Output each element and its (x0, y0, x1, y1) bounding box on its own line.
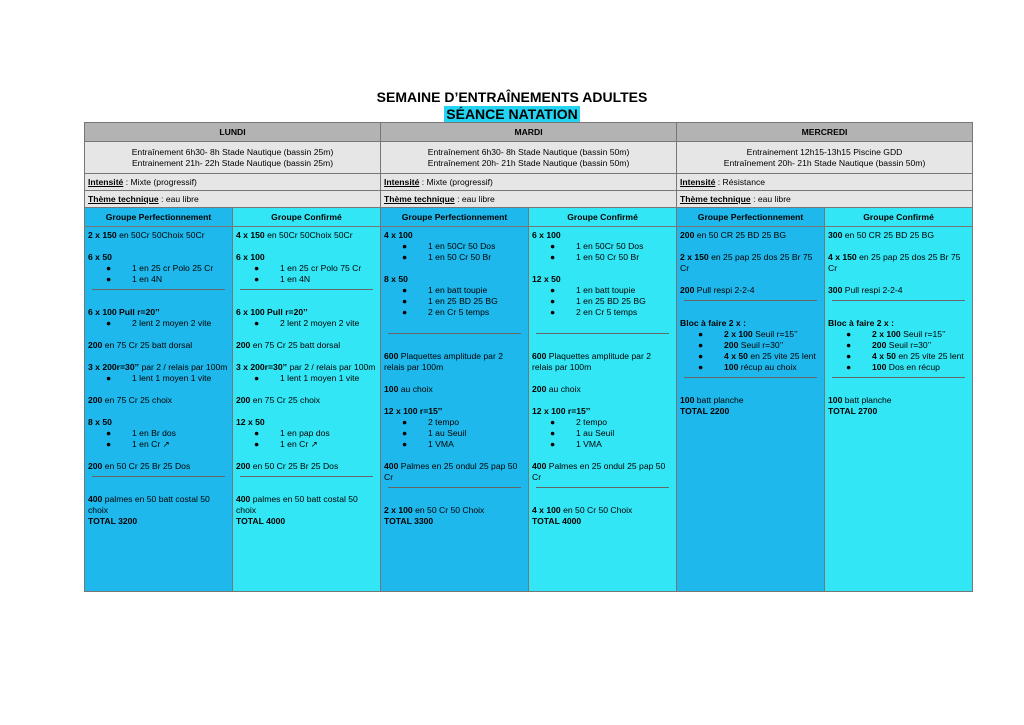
workout-mercredi-conf: 300 en 50 CR 25 BD 25 BG 4 x 150 en 25 pap 25 dos 25 Br 75 Cr 300 Pull respi 2-2-4 Bloc à faire 2 x : ● 2 x 100 Seuil r=15’’ ● 200 Seuil r=30’’ ● 4 x 50 en 25 vite 25 lent ● 100 Dos en récup 100 batt planche TOTAL 2700 (825, 227, 973, 592)
group-header-conf: Groupe Confirmé (233, 208, 381, 227)
group-header-perf: Groupe Perfectionnement (381, 208, 529, 227)
workout-mercredi-perf: 200 en 50 CR 25 BD 25 BG 2 x 150 en 25 pap 25 dos 25 Br 75 Cr 200 Pull respi 2-2-4 Bloc à faire 2 x : ● 2 x 100 Seuil r=15’’ ● 200 Seuil r=30’’ ● 4 x 50 en 25 vite 25 lent ● 100 récup au choix 100 batt planche TOTAL 2200 (677, 227, 825, 592)
day-header-mercredi: MERCREDI (677, 123, 973, 142)
training-table (84, 122, 973, 592)
total: TOTAL 2700 (828, 406, 878, 416)
intensity-mardi: Intensité : Mixte (progressif) (381, 174, 677, 191)
total: TOTAL 4000 (532, 516, 582, 526)
separator (536, 333, 669, 334)
separator (536, 487, 669, 488)
day-header-lundi: LUNDI (85, 123, 381, 142)
schedule-mercredi: Entrainement 12h15-13h15 Piscine GDD Entraînement 20h- 21h Stade Nautique (bassin 50m) (677, 142, 973, 174)
separator (832, 377, 965, 378)
page-subtitle: SÉANCE NATATION (446, 106, 578, 122)
theme-lundi: Thème technique : eau libre (85, 191, 381, 208)
day-header-mardi: MARDI (381, 123, 677, 142)
workout-mardi-perf: 4 x 100 ● 1 en 50Cr 50 Dos ● 1 en 50 Cr 50 Br 8 x 50 ● 1 en batt toupie ● 1 en 25 BD 25 BG ● 2 en Cr 5 temps 600 Plaquettes amplitude par 2 relais par 100m 100 au choix 12 x 100 r=15’’ ● 2 tempo ● 1 au Seuil ● 1 VMA 400 Palmes en 25 ondul 25 pap 50 Cr 2 x 100 en 50 Cr 50 Choix TOTAL 3300 (381, 227, 529, 592)
schedule-lundi: Entraînement 6h30- 8h Stade Nautique (bassin 25m) Entrainement 21h- 22h Stade Nautique (bassin 25m) (85, 142, 381, 174)
total: TOTAL 2200 (680, 406, 730, 416)
separator (92, 476, 225, 477)
total: TOTAL 3300 (384, 516, 434, 526)
separator (684, 300, 817, 301)
workout-lundi-perf: 2 x 150 en 50Cr 50Choix 50Cr 6 x 50 ● 1 en 25 cr Polo 25 Cr ● 1 en 4N 6 x 100 Pull r=20’’ ● 2 lent 2 moyen 2 vite 200 en 75 Cr 25 batt dorsal 3 x 200r=30’’ par 2 / relais par 100m ● 1 lent 1 moyen 1 vite 200 en 75 Cr 25 choix 8 x 50 ● 1 en Br dos ● 1 en Cr ↗ 200 en 50 Cr 25 Br 25 Dos 400 palmes en 50 batt costal 50 choix TOTAL 3200 (85, 227, 233, 592)
schedule-mardi: Entraînement 6h30- 8h Stade Nautique (bassin 50m) Entraînement 20h- 21h Stade Nautique (bassin 50m) (381, 142, 677, 174)
group-header-perf: Groupe Perfectionnement (677, 208, 825, 227)
separator (388, 487, 521, 488)
group-header-conf: Groupe Confirmé (529, 208, 677, 227)
separator (388, 333, 521, 334)
intensity-mercredi: Intensité : Résistance (677, 174, 973, 191)
page-title: SEMAINE D’ENTRAÎNEMENTS ADULTES (376, 89, 648, 105)
total: TOTAL 4000 (236, 516, 286, 526)
group-header-conf: Groupe Confirmé (825, 208, 973, 227)
group-header-perf: Groupe Perfectionnement (85, 208, 233, 227)
separator (684, 377, 817, 378)
separator (240, 476, 373, 477)
theme-mercredi: Thème technique : eau libre (677, 191, 973, 208)
workout-lundi-conf: 4 x 150 en 50Cr 50Choix 50Cr 6 x 100 ● 1 en 25 cr Polo 75 Cr ● 1 en 4N 6 x 100 Pull r=20’’ ● 2 lent 2 moyen 2 vite 200 en 75 Cr 25 batt dorsal 3 x 200r=30’’ par 2 / relais par 100m ● 1 lent 1 moyen 1 vite 200 en 75 Cr 25 choix 12 x 50 ● 1 en pap dos ● 1 en Cr ↗ 200 en 50 Cr 25 Br 25 Dos 400 palmes en 50 batt costal 50 choix TOTAL 4000 (233, 227, 381, 592)
separator (92, 289, 225, 290)
theme-mardi: Thème technique : eau libre (381, 191, 677, 208)
separator (240, 289, 373, 290)
total: TOTAL 3200 (88, 516, 138, 526)
separator (832, 300, 965, 301)
intensity-lundi: Intensité : Mixte (progressif) (85, 174, 381, 191)
workout-mardi-conf: 6 x 100 ● 1 en 50Cr 50 Dos ● 1 en 50 Cr 50 Br 12 x 50 ● 1 en batt toupie ● 1 en 25 BD 25 BG ● 2 en Cr 5 temps 600 Plaquettes amplitude par 2 relais par 100m 200 au choix 12 x 100 r=15’’ ● 2 tempo ● 1 au Seuil ● 1 VMA 400 Palmes en 25 ondul 25 pap 50 Cr 4 x 100 en 50 Cr 50 Choix TOTAL 4000 (529, 227, 677, 592)
